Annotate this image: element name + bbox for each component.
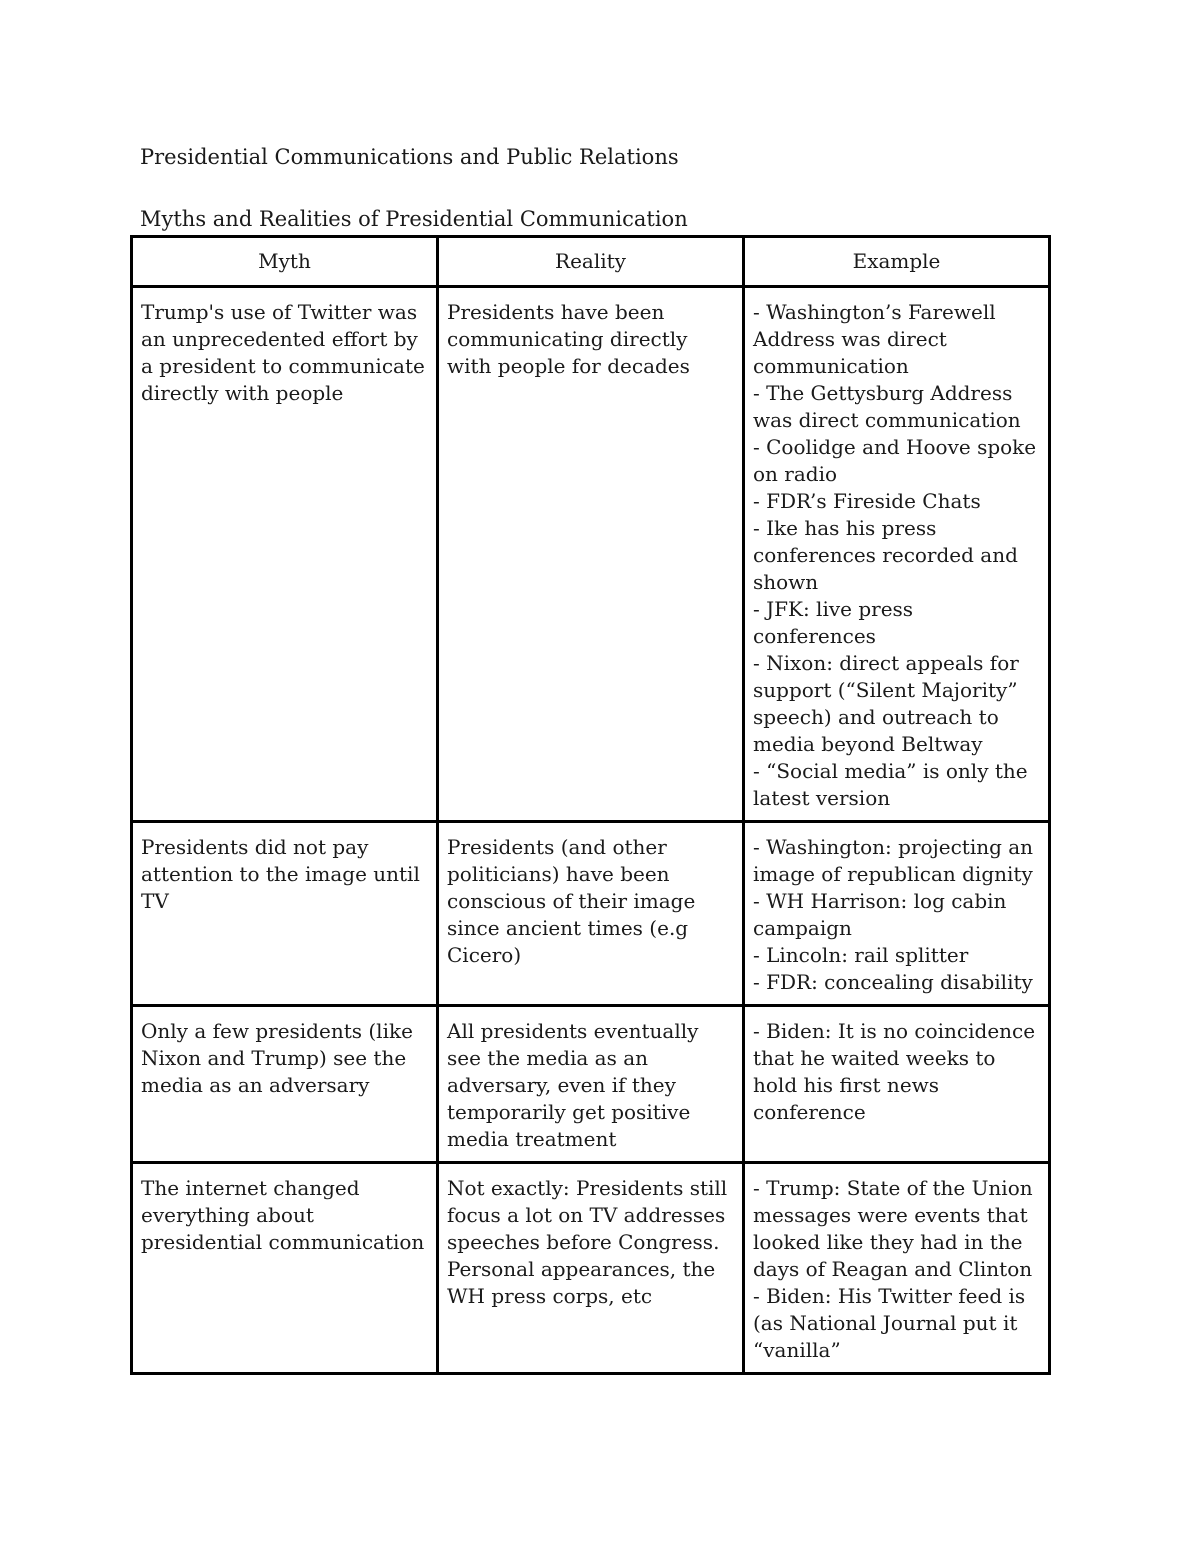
myth-cell: Presidents did not pay attention to the image until TV <box>132 822 438 1006</box>
myth-cell: Trump's use of Twitter was an unprecedented effort by a president to communicate directly with people <box>132 287 438 822</box>
example-cell <box>744 1006 1050 1163</box>
example-cell <box>744 287 1050 822</box>
table-row <box>132 1163 1050 1374</box>
example-line: - “Social media” is only the latest version <box>753 759 1028 810</box>
reality-cell: All presidents eventually see the media as an adversary, even if they temporarily get positive media treatment <box>438 1006 744 1163</box>
example-line: - Lincoln: rail splitter <box>753 943 969 967</box>
column-header-example: Example <box>744 237 1050 287</box>
example-cell <box>744 1163 1050 1374</box>
example-line: - Biden: His Twitter feed is (as National Journal put it “vanilla” <box>753 1284 1026 1362</box>
example-cell <box>744 822 1050 1006</box>
example-line: - The Gettysburg Address was direct communication <box>753 381 1021 432</box>
example-line: - Trump: State of the Union messages were events that looked like they had in the days of Reagan and Clinton <box>753 1176 1033 1281</box>
example-line: - WH Harrison: log cabin campaign <box>753 889 1007 940</box>
example-line: - FDR’s Fireside Chats <box>753 489 981 513</box>
myths-realities-table <box>130 235 1051 1375</box>
document-title: Presidential Communications and Public Relations <box>140 145 679 169</box>
example-line: - Washington: projecting an image of republican dignity <box>753 835 1034 886</box>
example-line: - Coolidge and Hoove spoke on radio <box>753 435 1037 486</box>
example-line: - Biden: It is no coincidence that he waited weeks to hold his first news conference <box>753 1019 1036 1124</box>
example-line: - Washington’s Farewell Address was direct communication <box>753 300 996 378</box>
table-header-row <box>132 237 1050 287</box>
example-line: - Nixon: direct appeals for support (“Silent Majority” speech) and outreach to media beyond Beltway <box>753 651 1019 756</box>
table-row <box>132 1006 1050 1163</box>
reality-cell: Not exactly: Presidents still focus a lot on TV addresses speeches before Congress. Personal appearances, the WH press corps, etc <box>438 1163 744 1374</box>
table-row <box>132 822 1050 1006</box>
reality-cell: Presidents (and other politicians) have been conscious of their image since ancient times (e.g Cicero) <box>438 822 744 1006</box>
section-title: Myths and Realities of Presidential Communication <box>140 207 688 231</box>
example-line: - Ike has his press conferences recorded and shown <box>753 516 1018 594</box>
table-row <box>132 287 1050 822</box>
myth-cell: The internet changed everything about presidential communication <box>132 1163 438 1374</box>
example-line: - JFK: live press conferences <box>753 597 914 648</box>
myth-cell: Only a few presidents (like Nixon and Trump) see the media as an adversary <box>132 1006 438 1163</box>
reality-cell: Presidents have been communicating directly with people for decades <box>438 287 744 822</box>
example-line: - FDR: concealing disability <box>753 970 1033 994</box>
column-header-myth: Myth <box>132 237 438 287</box>
column-header-reality: Reality <box>438 237 744 287</box>
